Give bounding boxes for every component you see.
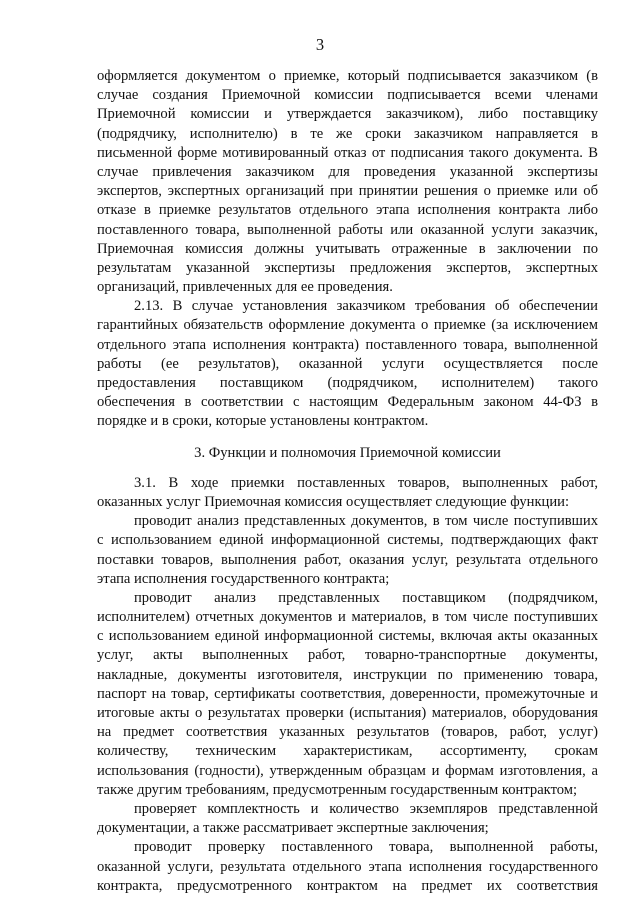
text-line: исполнителем) отчетных документов и материалов, в том числе поступивших: [97, 609, 598, 626]
text-line: количеству, техническим характеристикам, ассортименту, срокам: [97, 743, 598, 760]
text-line: Приемочной комиссии и утверждается заказчиком), либо поставщику: [97, 106, 598, 123]
text-line: поставленного товара, выполненной работы или оказанной услуги заказчик,: [97, 221, 598, 238]
text-line: отказе в приемке результатов отдельного этапа исполнения контракта либо: [97, 202, 598, 219]
paragraph-start-line: 3.1. В ходе приемки поставленных товаров, выполненных работ,: [134, 474, 598, 491]
text-line: поставки товаров, выполнения работ, оказания услуг, результата отдельного: [97, 551, 598, 568]
text-line: письменной форме мотивированный отказ от подписания такого документа. В: [97, 144, 598, 161]
text-line: экспертов, экспертных организаций при принятии решения о приемке или об: [97, 183, 598, 200]
text-line: также другим требованиям, предусмотренным государственным контрактом;: [97, 781, 578, 798]
text-line: оказанных услуг Приемочная комиссия осуществляет следующие функции:: [97, 493, 570, 510]
paragraph-start-line: проводит анализ представленных документов, в том числе поступивших: [134, 513, 598, 530]
section-heading: 3. Функции и полномочия Приемочной комиссии: [194, 444, 501, 461]
text-line: этапа исполнения государственного контракта;: [97, 570, 390, 587]
text-line: с использованием единой информационной системы, включая акты оказанных: [97, 628, 598, 645]
text-line: итоговые акты о результатах проверки (испытания) материалов, оборудования: [97, 705, 598, 721]
text-line: случае создания Приемочной комиссии подписывается всеми членами: [97, 87, 598, 104]
text-line: контракта, предусмотренного контрактом на предмет их соответствия: [97, 877, 598, 894]
text-line: оказанной услуги, результата отдельного этапа исполнения государственного: [97, 858, 598, 875]
text-line: гарантийных обязательств оформление документа о приемке (за исключением: [97, 317, 598, 334]
text-line: работы (ее результатов), оказанной услуги осуществляется после: [97, 355, 598, 372]
text-line: результатам указанной экспертизы предложения экспертов, экспертных: [97, 259, 598, 276]
paragraph-start-line: 2.13. В случае установления заказчиком требования об обеспечении: [134, 298, 598, 315]
text-line: документации, а также рассматривает экспертные заключения;: [97, 820, 489, 837]
text-line: накладные, документы изготовителя, инструкции по применению товара,: [97, 666, 598, 683]
text-line: случае привлечения заказчиком для проведения указанной экспертизы: [97, 163, 598, 180]
page-number: 3: [315, 35, 325, 54]
text-line: на предмет соответствия указанных результатов (товаров, работ, услуг): [97, 724, 598, 741]
text-line: отдельного этапа исполнения контракта) поставленного товара, выполненной: [97, 336, 598, 353]
text-line: с использованием единой информационной системы, подтверждающих факт: [97, 532, 598, 549]
paragraph-start-line: проводит анализ представленных поставщиком (подрядчиком,: [134, 589, 598, 606]
text-line: услуг, акты выполненных работ, товарно-транспортные документы,: [97, 647, 598, 664]
text-line: предоставления поставщиком (подрядчиком, исполнителем) такого: [97, 375, 598, 391]
paragraph-start-line: проверяет комплектность и количество экземпляров представленной: [134, 800, 598, 817]
document-body: [97, 67, 598, 896]
text-line: (подрядчику, исполнителю) в те же сроки заказчиком направляется в: [97, 125, 598, 142]
text-line: обеспечения в соответствии с настоящим Федеральным законом 44-ФЗ в: [97, 394, 598, 411]
paragraph-start-line: проводит проверку поставленного товара, выполненной работы,: [134, 839, 598, 856]
text-line: использования (годности), утвержденным образцам и формам изготовления, а: [97, 762, 598, 779]
text-line: оформляется документом о приемке, который подписывается заказчиком (в: [97, 68, 598, 84]
text-line: порядке и в сроки, которые установлены контрактом.: [97, 413, 429, 430]
text-line: паспорт на товар, сертификаты соответствия, доверенности, промежуточные и: [97, 685, 598, 702]
text-line: организаций, привлеченных для ее проведения.: [97, 279, 393, 296]
text-line: Приемочная комиссия должны учитывать отраженные в заключении по: [97, 240, 598, 257]
